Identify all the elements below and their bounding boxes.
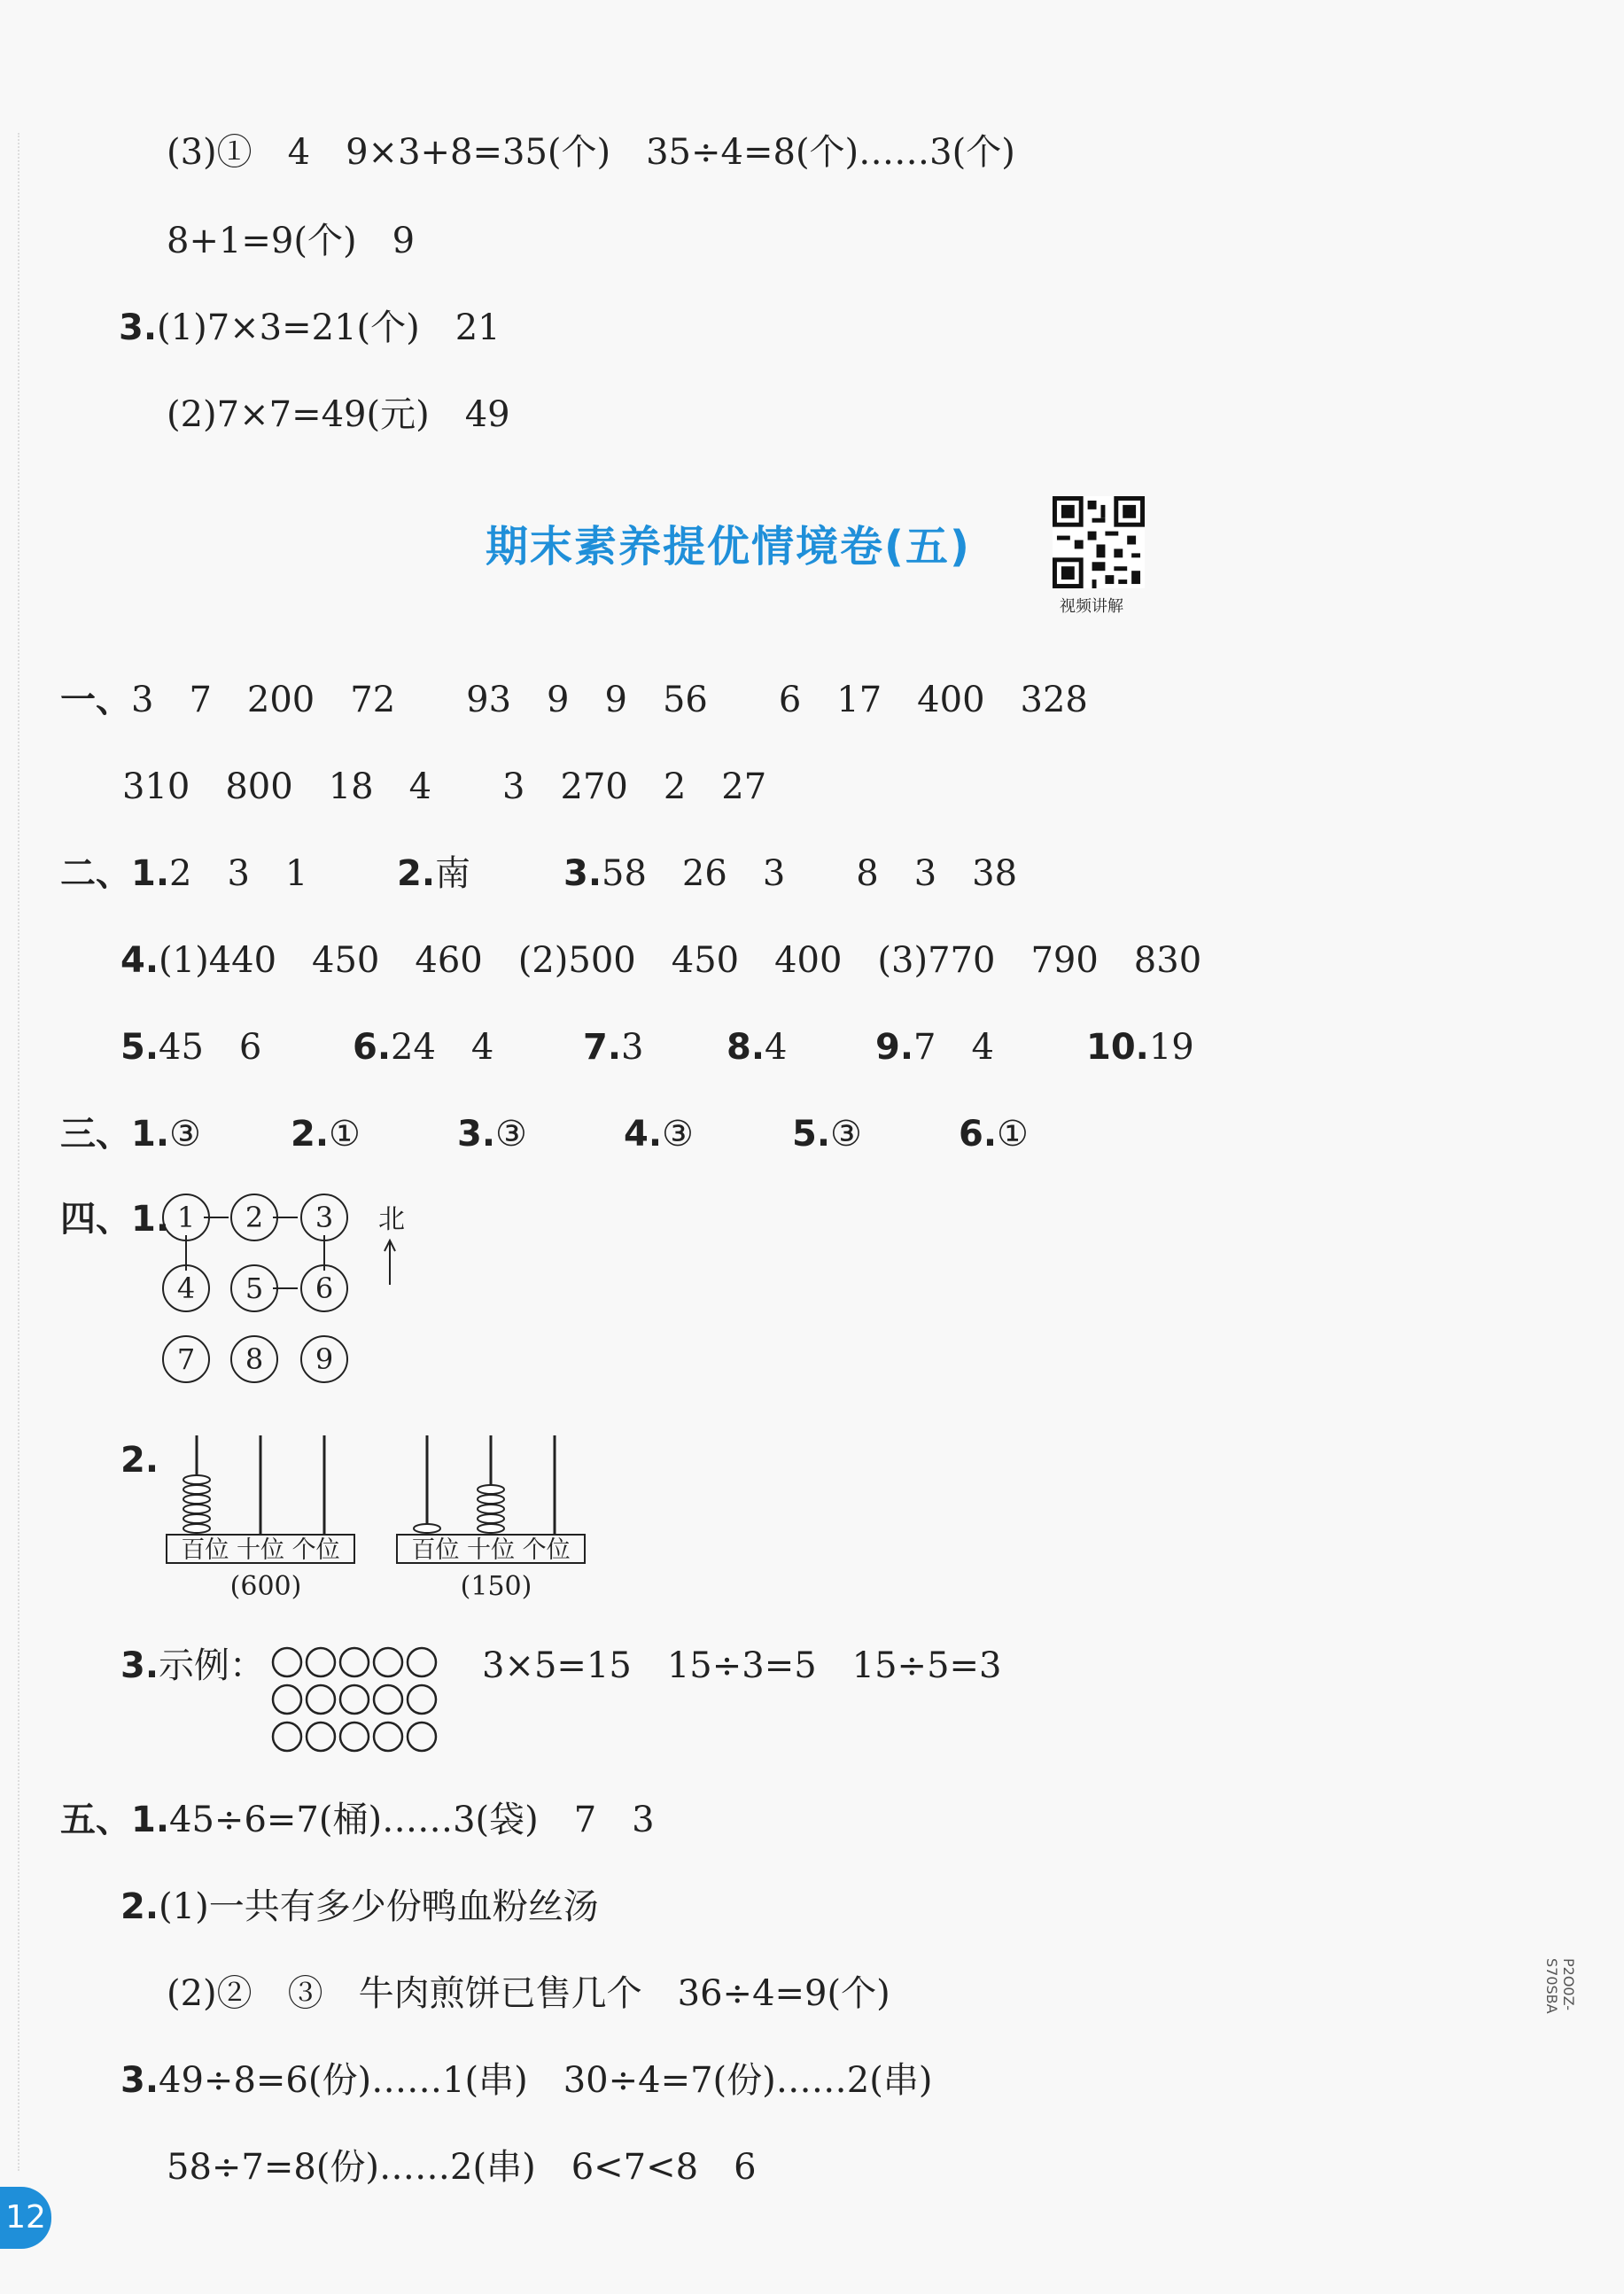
qr-code-icon[interactable] <box>1053 496 1145 588</box>
section-label: 五、 <box>60 1800 131 1840</box>
section-two-row: 二、1.2 3 1 <box>60 853 308 894</box>
answer-item: 3.③ <box>457 1114 527 1155</box>
abacus-150 <box>393 1427 588 1604</box>
answer-item: 5.③ <box>792 1114 862 1155</box>
answer-item: 4.(1)440 450 460 (2)500 450 400 (3)770 790 830 <box>120 940 1202 981</box>
section-five-row: 五、1.45÷6=7(桶)……3(袋) 7 3 <box>60 1800 655 1840</box>
answer-item: 4.③ <box>624 1114 694 1155</box>
answer-item: 5.45 6 <box>120 1027 262 1068</box>
section-label: 四、 <box>60 1199 131 1240</box>
grid-label: 3 <box>315 1201 334 1234</box>
answer-item: 7.3 <box>583 1027 644 1068</box>
grid-label: 7 <box>176 1342 196 1376</box>
question-number: 2. <box>120 1440 159 1481</box>
answer-item: 10.19 <box>1086 1027 1194 1068</box>
binding-margin <box>18 133 19 2171</box>
abacus-600 <box>163 1427 358 1604</box>
abacus-value: (600) <box>229 1571 302 1602</box>
section-one-row <box>60 679 1088 721</box>
circle-array-diagram <box>269 1643 447 1758</box>
grid-label: 9 <box>315 1342 334 1376</box>
question-line: 3.示例： <box>120 1645 266 1686</box>
section-label: 二、 <box>60 853 131 894</box>
north-label: 北 <box>378 1204 405 1235</box>
answer-item: 6.① <box>959 1114 1029 1155</box>
section-four-label: 四、1. <box>60 1199 170 1240</box>
answer-item: 3.58 26 3 8 3 38 <box>563 853 1018 894</box>
answer-line: 58÷7=8(份)……2(串) 6<7<8 6 <box>167 2147 757 2188</box>
answer-item: 2.① <box>291 1114 361 1155</box>
abacus-place-labels: 百位 十位 个位 <box>181 1536 340 1564</box>
section-label: 一、 <box>60 680 131 720</box>
grid-label: 2 <box>245 1201 264 1234</box>
question-line: 3.49÷8=6(份)……1(串) 30÷4=7(份)……2(串) <box>120 2060 933 2101</box>
example-prefix: 示例： <box>159 1645 266 1686</box>
answer-item: 6.24 4 <box>353 1027 494 1068</box>
page-title: 期末素养提优情境卷(五) <box>486 522 971 572</box>
page-number: 12 <box>0 2187 51 2249</box>
equation-line: 3×5=15 15÷3=5 15÷5=3 <box>482 1645 1002 1686</box>
grid-label: 4 <box>176 1271 196 1305</box>
question-line <box>119 307 501 349</box>
answer-item: 2.南 <box>397 853 471 894</box>
answer-text: 3 7 200 72 93 9 9 56 6 17 400 328 <box>131 680 1088 720</box>
qr-caption: 视频讲解 <box>1060 597 1123 616</box>
grid-label: 8 <box>245 1342 264 1376</box>
abacus-place-labels: 百位 十位 个位 <box>411 1536 571 1564</box>
grid-label: 1 <box>176 1201 196 1234</box>
answer-line: (2)7×7=49(元) 49 <box>167 394 510 435</box>
section-one-row: 310 800 18 4 3 270 2 27 <box>122 766 767 807</box>
answer-line: (3)① 4 9×3+8=35(个) 35÷4=8(个)……3(个) <box>167 132 1015 173</box>
section-label: 三、 <box>60 1114 131 1155</box>
grid-label: 5 <box>245 1271 264 1305</box>
answer-item: 9.7 4 <box>875 1027 994 1068</box>
answer-line: (2)② ③ 牛肉煎饼已售几个 36÷4=9(个) <box>167 1973 890 2014</box>
answer-text: (1)7×3=21(个) 21 <box>157 307 501 348</box>
question-number: 3. <box>119 307 158 348</box>
abacus-value: (150) <box>460 1571 532 1602</box>
grid-label: 6 <box>315 1271 334 1305</box>
section-three-row: 三、1.③ <box>60 1114 201 1155</box>
answer-line: 8+1=9(个) 9 <box>167 221 416 261</box>
question-line: 2.(1)一共有多少份鸭血粉丝汤 <box>120 1886 599 1927</box>
side-code: P2O0Z-S70SBA <box>1543 1958 1577 2014</box>
position-grid-diagram <box>159 1187 425 1400</box>
answer-item: 8.4 <box>727 1027 788 1068</box>
